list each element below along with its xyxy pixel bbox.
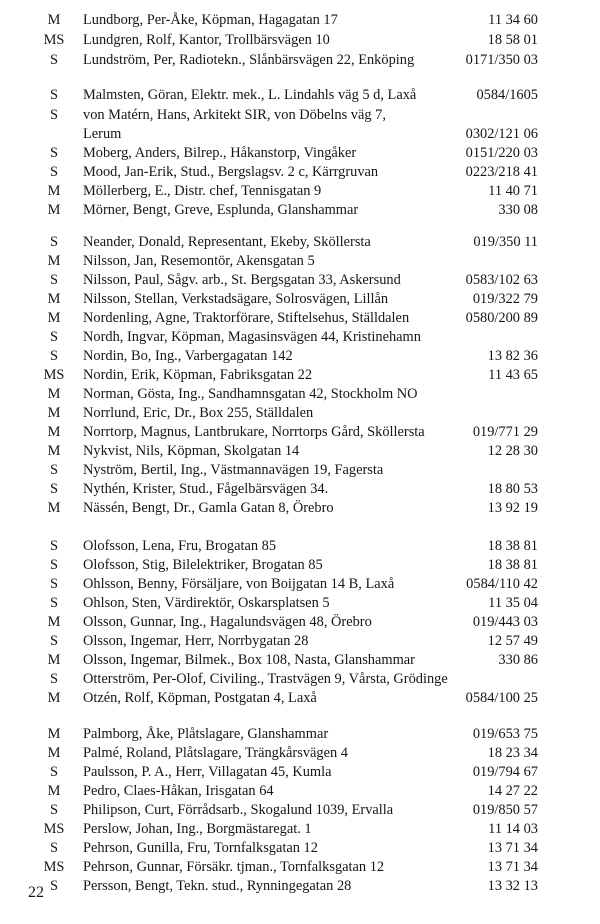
list-item — [0, 105, 600, 125]
phone-number: 019/771 29 — [472, 424, 538, 440]
entry-text: Otzén, Rolf, Köpman, Postgatan 4, Laxå — [83, 690, 317, 706]
membership-code: S — [49, 557, 58, 573]
membership-code: M — [47, 405, 61, 421]
list-item — [0, 612, 600, 632]
phone-number: 18 80 53 — [487, 481, 538, 497]
list-item — [0, 876, 600, 896]
membership-code: S — [49, 633, 58, 649]
phone-number: 0302/121 06 — [465, 126, 538, 142]
membership-code: M — [47, 291, 61, 307]
entry-text: Nyström, Bertil, Ing., Västmannavägen 19, Fagersta — [83, 462, 384, 478]
list-item — [0, 232, 600, 252]
list-item — [0, 365, 600, 385]
phone-number: 0584/100 25 — [465, 690, 538, 706]
phone-number: 13 92 19 — [487, 500, 538, 516]
entry-text: Pehrson, Gunnar, Försäkr. tjman., Tornfalksgatan 12 — [83, 859, 385, 875]
membership-code: M — [47, 12, 61, 28]
list-item — [0, 838, 600, 858]
entry-text: Möllerberg, E., Distr. chef, Tennisgatan 9 — [83, 183, 322, 199]
phone-number: 019/850 57 — [472, 802, 538, 818]
list-item — [0, 270, 600, 290]
phone-number: 019/794 67 — [472, 764, 538, 780]
list-item — [0, 743, 600, 763]
membership-code: S — [49, 802, 58, 818]
list-item — [0, 819, 600, 839]
membership-code: S — [49, 462, 58, 478]
entry-text: Persson, Bengt, Tekn. stud., Rynningegatan 28 — [83, 878, 352, 894]
phone-number: 13 71 34 — [487, 859, 538, 875]
list-item — [0, 555, 600, 575]
entry-text: Nilsson, Stellan, Verkstadsägare, Solrosvägen, Lillån — [83, 291, 389, 307]
list-item — [0, 498, 600, 518]
phone-number: 18 23 34 — [487, 745, 538, 761]
entry-text: Nordenling, Agne, Traktorförare, Stiftelsehus, Ställdalen — [83, 310, 410, 326]
page-number: 22 — [28, 884, 44, 901]
entry-text: Mood, Jan-Erik, Stud., Bergslagsv. 2 c, Kärrgruvan — [83, 164, 379, 180]
entry-text: Olofsson, Stig, Bilelektriker, Brogatan 85 — [83, 557, 323, 573]
membership-code: M — [47, 745, 61, 761]
membership-code: S — [49, 329, 58, 345]
phone-number: 0584/110 42 — [466, 576, 538, 592]
membership-code: M — [47, 202, 61, 218]
membership-code: M — [47, 690, 61, 706]
membership-code: S — [49, 107, 58, 123]
phone-number: 019/322 79 — [472, 291, 538, 307]
entry-text: Nordin, Bo, Ing., Varbergagatan 142 — [83, 348, 293, 364]
list-item — [0, 857, 600, 877]
phone-number: 11 14 03 — [488, 821, 538, 837]
phone-number: 11 40 71 — [488, 183, 538, 199]
entry-text: Nilsson, Jan, Resemontör, Akensgatan 5 — [83, 253, 315, 269]
list-item — [0, 289, 600, 309]
membership-code: S — [49, 145, 58, 161]
list-item — [0, 50, 600, 70]
entry-text: Olsson, Ingemar, Bilmek., Box 108, Nasta, Glanshammar — [83, 652, 415, 668]
phone-number: 0583/102 63 — [465, 272, 538, 288]
phone-number: 18 58 01 — [487, 32, 538, 48]
entry-text: Norrlund, Eric, Dr., Box 255, Ställdalen — [83, 405, 314, 421]
membership-code: S — [49, 52, 58, 68]
list-item — [0, 669, 600, 689]
list-item — [0, 441, 600, 461]
membership-code: M — [47, 500, 61, 516]
list-item — [0, 762, 600, 782]
phone-number: 13 32 13 — [487, 878, 538, 894]
entry-text: Olofsson, Lena, Fru, Brogatan 85 — [83, 538, 277, 554]
membership-code: M — [47, 253, 61, 269]
list-item — [0, 574, 600, 594]
list-item — [0, 800, 600, 820]
list-item — [0, 688, 600, 708]
phone-number: 12 28 30 — [487, 443, 538, 459]
membership-code: S — [49, 481, 58, 497]
membership-code: M — [47, 726, 61, 742]
entry-text: von Matérn, Hans, Arkitekt SIR, von Döbelns väg 7, — [83, 107, 386, 123]
phone-number: 13 71 34 — [487, 840, 538, 856]
membership-code: S — [49, 538, 58, 554]
list-item — [0, 593, 600, 613]
list-item — [0, 10, 600, 30]
entry-text: Nilsson, Paul, Sågv. arb., St. Bergsgatan 33, Askersund — [83, 272, 401, 288]
membership-code: S — [49, 234, 58, 250]
phone-number: 330 86 — [498, 652, 538, 668]
entry-text: Nykvist, Nils, Köpman, Skolgatan 14 — [83, 443, 300, 459]
entry-text: Nässén, Bengt, Dr., Gamla Gatan 8, Örebro — [83, 500, 334, 516]
phone-number: 0151/220 03 — [465, 145, 538, 161]
entry-text: Philipson, Curt, Förrådsarb., Skogalund 1039, Ervalla — [83, 802, 394, 818]
entry-text: Malmsten, Göran, Elektr. mek., L. Lindahls väg 5 d, Laxå — [83, 87, 417, 103]
entry-text: Norrtorp, Magnus, Lantbrukare, Norrtorps Gård, Sköllersta — [83, 424, 425, 440]
entry-text: Perslow, Johan, Ing., Borgmästaregat. 1 — [83, 821, 312, 837]
list-item — [0, 650, 600, 670]
phone-number: 11 35 04 — [488, 595, 538, 611]
entry-text: Paulsson, P. A., Herr, Villagatan 45, Kumla — [83, 764, 332, 780]
entry-text: Lerum — [83, 126, 122, 142]
entry-text: Lundström, Per, Radiotekn., Slånbärsvägen 22, Enköping — [83, 52, 415, 68]
entry-text: Neander, Donald, Representant, Ekeby, Sköllersta — [83, 234, 371, 250]
entry-text: Nordin, Erik, Köpman, Fabriksgatan 22 — [83, 367, 313, 383]
list-item — [0, 124, 600, 144]
phone-number: 0171/350 03 — [465, 52, 538, 68]
list-item — [0, 631, 600, 651]
list-item — [0, 143, 600, 163]
phone-number: 330 08 — [498, 202, 538, 218]
entry-text: Lundgren, Rolf, Kantor, Trollbärsvägen 10 — [83, 32, 330, 48]
membership-code: M — [47, 783, 61, 799]
list-item — [0, 460, 600, 480]
entry-text: Olsson, Gunnar, Ing., Hagalundsvägen 48, Örebro — [83, 614, 372, 630]
list-item — [0, 536, 600, 556]
entry-text: Mörner, Bengt, Greve, Esplunda, Glanshammar — [83, 202, 359, 218]
entry-text: Lundborg, Per-Åke, Köpman, Hagagatan 17 — [83, 12, 338, 28]
list-item — [0, 479, 600, 499]
phone-number: 0223/218 41 — [465, 164, 538, 180]
list-item — [0, 308, 600, 328]
list-item — [0, 251, 600, 271]
list-item — [0, 30, 600, 50]
membership-code: S — [49, 272, 58, 288]
entry-text: Norman, Gösta, Ing., Sandhamnsgatan 42, Stockholm NO — [83, 386, 418, 402]
membership-code: S — [49, 595, 58, 611]
phone-number: 18 38 81 — [487, 557, 538, 573]
membership-code: S — [49, 671, 58, 687]
phone-number: 12 57 49 — [487, 633, 538, 649]
entry-text: Palmé, Roland, Plåtslagare, Trängkårsvägen 4 — [83, 745, 348, 761]
entry-text: Pehrson, Gunilla, Fru, Tornfalksgatan 12 — [83, 840, 318, 856]
entry-text: Palmborg, Åke, Plåtslagare, Glanshammar — [83, 726, 329, 742]
phone-number: 019/653 75 — [472, 726, 538, 742]
phone-number: 11 43 65 — [488, 367, 538, 383]
list-item — [0, 181, 600, 201]
list-item — [0, 200, 600, 220]
membership-code: S — [49, 878, 58, 894]
list-item — [0, 384, 600, 404]
phone-number: 019/350 11 — [473, 234, 538, 250]
membership-code: M — [47, 614, 61, 630]
membership-code: MS — [43, 859, 65, 875]
phone-number: 0584/1605 — [476, 87, 538, 103]
list-item — [0, 781, 600, 801]
phone-number: 11 34 60 — [488, 12, 538, 28]
entry-text: Ohlsson, Benny, Försäljare, von Boijgatan 14 B, Laxå — [83, 576, 395, 592]
membership-code: S — [49, 576, 58, 592]
entry-text: Ohlson, Sten, Värdirektör, Oskarsplatsen 5 — [83, 595, 330, 611]
membership-code: S — [49, 164, 58, 180]
membership-code: MS — [43, 367, 65, 383]
membership-code: MS — [43, 821, 65, 837]
membership-code: S — [49, 348, 58, 364]
list-item — [0, 346, 600, 366]
list-item — [0, 724, 600, 744]
list-item — [0, 403, 600, 423]
entry-text: Nordh, Ingvar, Köpman, Magasinsvägen 44, Kristinehamn — [83, 329, 421, 345]
entry-text: Pedro, Claes-Håkan, Irisgatan 64 — [83, 783, 274, 799]
phone-number: 019/443 03 — [472, 614, 538, 630]
membership-code: MS — [43, 32, 65, 48]
phone-number: 14 27 22 — [487, 783, 538, 799]
list-item — [0, 162, 600, 182]
entry-text: Moberg, Anders, Bilrep., Håkanstorp, Vingåker — [83, 145, 357, 161]
list-item — [0, 422, 600, 442]
entry-text: Olsson, Ingemar, Herr, Norrbygatan 28 — [83, 633, 309, 649]
entry-text: Nythén, Krister, Stud., Fågelbärsvägen 34. — [83, 481, 329, 497]
phone-number: 13 82 36 — [487, 348, 538, 364]
phone-number: 0580/200 89 — [465, 310, 538, 326]
list-item — [0, 85, 600, 105]
list-item — [0, 327, 600, 347]
membership-code: M — [47, 386, 61, 402]
entry-text: Otterström, Per-Olof, Civiling., Trastvägen 9, Vårsta, Grödinge — [83, 671, 448, 687]
phone-number: 18 38 81 — [487, 538, 538, 554]
membership-code: S — [49, 764, 58, 780]
membership-code: M — [47, 183, 61, 199]
membership-code: M — [47, 443, 61, 459]
membership-code: S — [49, 840, 58, 856]
membership-code: S — [49, 87, 58, 103]
membership-code: M — [47, 424, 61, 440]
membership-code: M — [47, 652, 61, 668]
membership-code: M — [47, 310, 61, 326]
